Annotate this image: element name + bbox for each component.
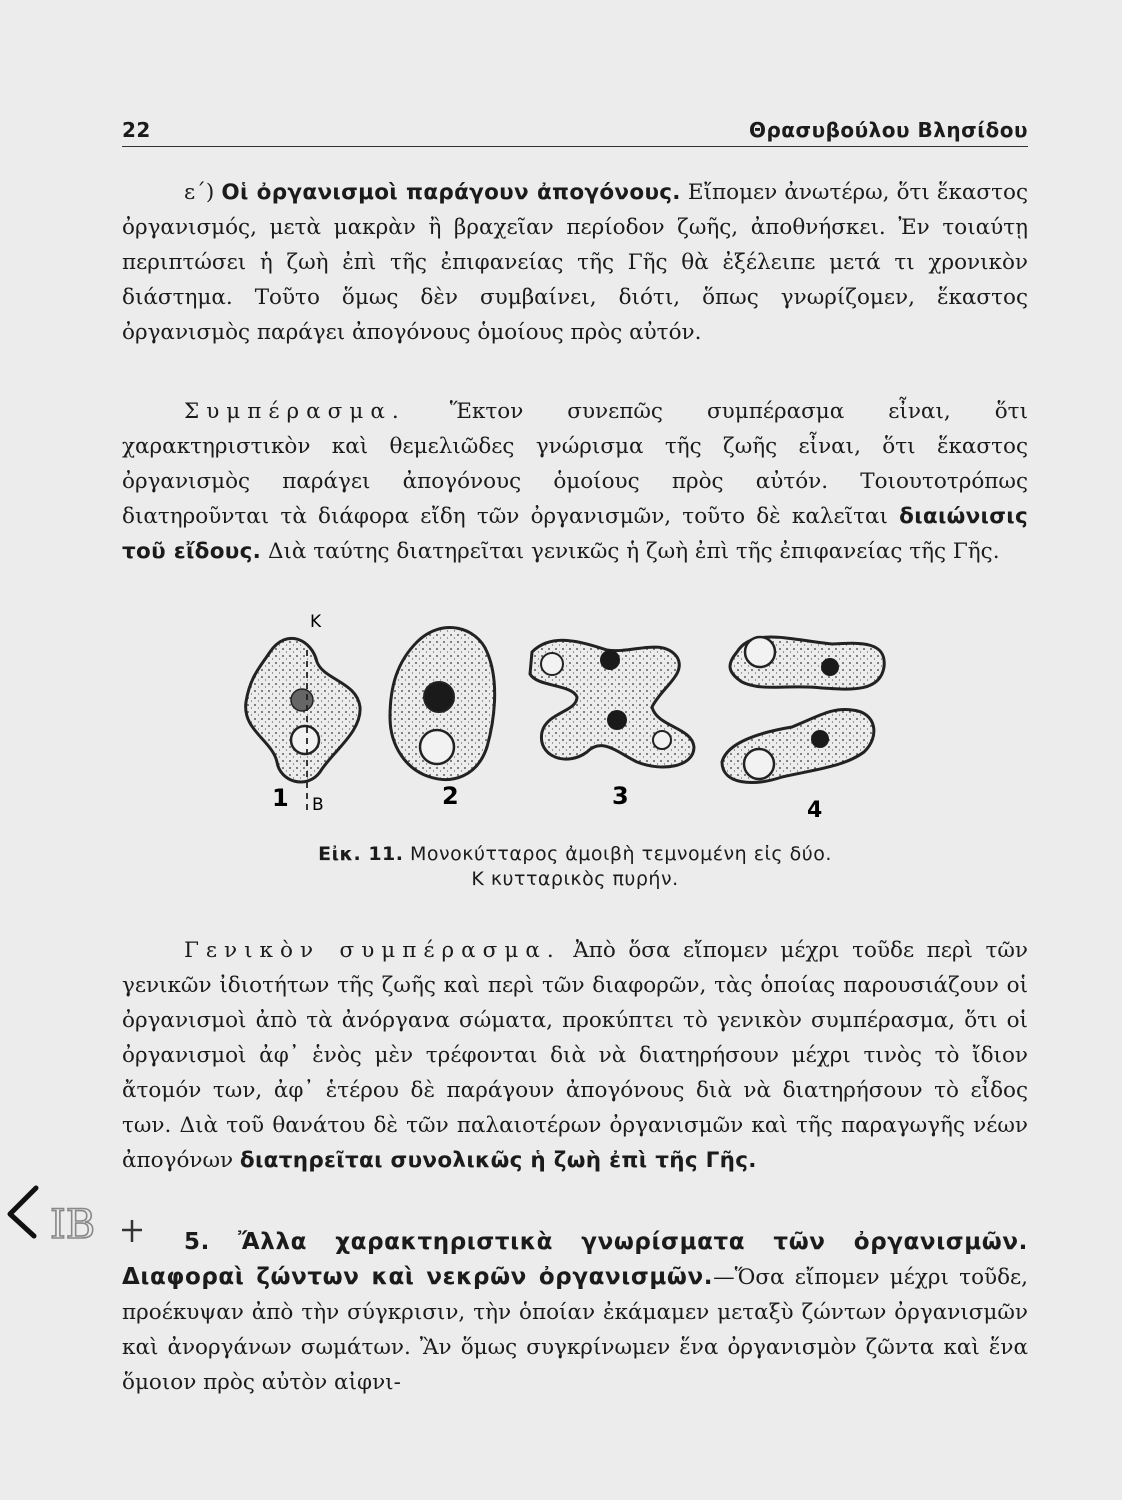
paragraph-heading: Οἱ ὀργανισμοὶ παράγουν ἀπογόνους. — [221, 180, 681, 205]
stage-number-3: 3 — [612, 782, 629, 810]
section-5 — [122, 1225, 1028, 1400]
stage-number-4: 4 — [807, 798, 823, 822]
paragraph-conclusion — [122, 394, 1028, 569]
amoeba-stage-1 — [246, 638, 360, 812]
stage-number-2: 2 — [442, 782, 459, 810]
amoeba-stage-3 — [530, 640, 694, 767]
bold-phrase: διατηρεῖται συνολικῶς ἡ ζωὴ ἐπὶ τῆς Γῆς. — [239, 1148, 757, 1173]
section-heading: 5. Ἄλλα χαρακτηριστικὰ γνωρίσματα τῶν ὀργανισμῶν. Διαφοραὶ ζώντων καὶ νεκρῶν ὀργανισμῶν. — [122, 1229, 1028, 1290]
paragraph-offspring — [122, 175, 1028, 350]
amoeba-division-figure — [232, 612, 892, 822]
figure-caption — [122, 842, 1028, 892]
paragraph-text: Ἕκτον συνεπῶς συμπέρασμα εἶναι, ὅτι χαρακτηριστικὸν καὶ θεμελιῶδες γνώρισμα τῆς ζωῆς εἶναι, ὅτι ἕκαστος ὀργανισμὸς παράγει ἀπογόνους ὁμοίους πρὸς αὐτόν. Τοιουτοτρόπως διατηροῦνται τὰ διάφορα εἴδη τῶν ὀργανισμῶν, τοῦτο δὲ καλεῖται — [122, 399, 1028, 529]
page-number: 22 — [122, 118, 151, 142]
handwritten-margin-mark — [4, 1182, 144, 1262]
caption-label: Εἰκ. 11. — [318, 843, 404, 865]
running-header — [122, 108, 1028, 147]
paragraph-text: Ἀπὸ ὅσα εἴπομεν μέχρι τοῦδε περὶ τῶν γενικῶν ἰδιοτήτων τῆς ζωῆς καὶ περὶ τῶν διαφορῶν, τὰς ὁποίας παρουσιάζουν οἱ ὀργανισμοὶ ἀπὸ τὰ ἀνόργανα σώματα, προκύπτει τὸ γενικὸν συμπέρασμα, ὅτι οἱ ὀργανισμοὶ ἀφ᾽ ἑνὸς μὲν τρέφονται διὰ νὰ διατηρήσουν μέχρι τινὸς τὸ ἴδιον ἄτομόν των, ἀφ᾽ ἑτέρου δὲ παράγουν ἀπογόνους διὰ νὰ διατηρήσουν τὸ εἶδος των. Διὰ τοῦ θανάτου δὲ τῶν παλαιοτέρων ὀργανισμῶν καὶ τῆς παραγωγῆς νέων ἀπογόνων — [122, 938, 1028, 1173]
bold-phrase: διαιώνισις τοῦ εἴδους. — [122, 504, 1028, 564]
paragraph-text: Εἴπομεν ἀνωτέρω, ὅτι ἕκαστος ὀργανισμός, μετὰ μακρὰν ἢ βραχεῖαν περίοδον ζωῆς, ἀποθνήσκει. Ἐν τοιαύτῃ περιπτώσει ἡ ζωὴ ἐπὶ τῆς ἐπιφανείας τῆς Γῆς θὰ ἐξέλειπε μετά τι χρονικὸν διάστημα. Τοῦτο ὅμως δὲν συμβαίνει, διότι, ὅπως γνωρίζομεν, ἕκαστος ὀργανισμὸς παράγει ἀπογόνους ὁμοίους πρὸς αὐτόν. — [122, 180, 1028, 345]
paragraph-general-conclusion — [122, 933, 1028, 1178]
label-k: Κ — [310, 612, 322, 632]
paragraph-text-after: Διὰ ταύτης διατηρεῖται γενικῶς ἡ ζωὴ ἐπὶ τῆς ἐπιφανείας τῆς Γῆς. — [267, 539, 1000, 564]
spaced-heading: Συμπέρασμα. — [184, 399, 406, 424]
bracket-mark-icon — [10, 1188, 36, 1236]
paragraph-text: —Ὅσα εἴπομεν μέχρι τοῦδε, προέκυψαν ἀπὸ τὴν σύγκρισιν, τὴν ὁποίαν ἐκάμαμεν μεταξὺ ζώντων ὀργανισμῶν καὶ ἀνοργάνων σωμάτων. Ἂν ὅμως συγκρίνωμεν ἕνα ὀργανισμὸν ζῶντα καὶ ἕνα ὅμοιον πρὸς αὐτὸν αἰφνι- — [122, 1265, 1029, 1395]
amoeba-stage-2 — [390, 628, 495, 780]
caption-line-2: Κ κυτταρικὸς πυρήν. — [471, 868, 679, 890]
spaced-heading: Γενικὸν συμπέρασμα. — [184, 938, 561, 963]
amoeba-stage-4 — [722, 637, 884, 782]
caption-text: Μονοκύτταρος ἀμοιβὴ τεμνομένη εἰς δύο. — [410, 843, 832, 865]
section-label: ε΄) — [184, 180, 215, 205]
pencil-note: ΙΒ — [50, 1202, 96, 1248]
label-b: Β — [312, 795, 324, 815]
stage-number-1: 1 — [272, 784, 289, 812]
running-title: Θρασυβούλου Βλησίδου — [748, 118, 1028, 142]
cross-mark-icon — [122, 1220, 142, 1242]
